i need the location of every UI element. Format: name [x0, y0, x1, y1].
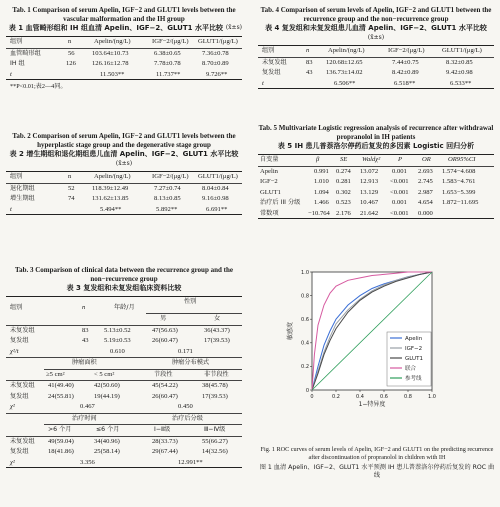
- table-row: t 5.494** 5.892** 6.691**: [6, 205, 242, 216]
- table1-note: **P<0.01;表2—4同。: [10, 83, 67, 91]
- y-tick-label: 0.8: [301, 293, 309, 300]
- table1-caption-zh: 表 1 血管畸形组和 IH 组血清 Apelin、IGF−2、GLUT1 水平比较 (x̄±s): [8, 24, 242, 33]
- table3-section3-subheader: >6 个月 ≤6 个月 Ⅰ−Ⅱ级 Ⅲ−Ⅳ级: [48, 426, 226, 434]
- table-row: 复发组 43 136.73±14.02 8.42±0.89 9.42±0.98: [262, 69, 473, 77]
- table-row: 未复发组 41(49.40) 42(50.60) 45(54.22) 38(45.78): [10, 382, 228, 390]
- table3-section2-header: 肿瘤面积 肿瘤分布模式: [72, 359, 210, 367]
- table5-header-row: 自变量 β SE Waldχ² P OR OR95%CI: [260, 156, 476, 164]
- x-tick-label: 1.0: [428, 394, 436, 400]
- table5-caption-en: Tab. 5 Multivariate Logistic regression analysis of recurrence after withdrawal propranolol in IH patients: [258, 124, 494, 141]
- table-row: 复发组 18(41.86) 25(58.14) 29(67.44) 14(32.56): [10, 448, 228, 456]
- table-row: 复发组 24(55.81) 19(44.19) 26(60.47) 17(39.53): [10, 392, 228, 400]
- legend-label: IGF−2: [405, 346, 423, 352]
- table3-subheader-row: 男 女: [160, 315, 221, 323]
- table4-caption-zh: 表 4 复发组和未复发组患儿血清 Apelin、IGF−2、GLUT1 水平比较 (x̄±s): [265, 24, 487, 42]
- table-row: 退化期组 52 118.39±12.49 7.27±0.74 8.04±0.84: [10, 184, 229, 192]
- table-row: t 11.503** 11.737** 9.726**: [6, 70, 242, 81]
- table-row: 常数项 −10.764 2.176 21.642 <0.001 0.000: [258, 209, 494, 220]
- roc-chart: [268, 268, 494, 414]
- table-row: 增生期组 74 131.62±13.85 8.13±0.85 9.16±0.98: [10, 195, 229, 203]
- table3-caption-zh: 表 3 复发组和未复发组临床资料比较: [66, 284, 182, 293]
- table-row: Apelin 0.991 0.274 13.072 0.001 2.693 1.574−4.608: [260, 167, 476, 175]
- table-row: IH 组 126 126.16±12.78 7.78±0.78 8.70±0.89: [10, 60, 229, 68]
- table5-caption-zh: 表 5 IH 患儿普萘洛尔停药后复发的多因素 Logistic 回归分析: [277, 142, 475, 151]
- table2-caption-zh: 表 2 增生期组和退化期组患儿血清 Apelin、IGF−2、GLUT1 水平比较 (x̄±s): [9, 150, 239, 168]
- x-tick-label: 0: [310, 394, 314, 400]
- table3-caption-en: Tab. 3 Comparison of clinical data between the recurrence group and the non−recurrence group: [15, 266, 233, 283]
- table3: [6, 266, 242, 468]
- table3-section2-subheader: ≥5 cm² < 5 cm² 节段性 非节段性: [46, 370, 229, 378]
- table-row: χ² 3.356 12.991**: [6, 458, 242, 469]
- table-row: 未复发组 83 5.13±0.52 47(56.63) 36(43.37): [10, 326, 230, 334]
- x-tick-label: 0.8: [404, 394, 412, 400]
- table4-header-row: 组别 n Apelin/(ng/L) IGF−2/(μg/L) GLUT1/(μg/L): [262, 47, 482, 55]
- table5: [258, 124, 494, 219]
- table1-header-row: 组别 n Apelin/(ng/L) IGF−2/(μg/L) GLUT1/(μg/L): [10, 38, 238, 46]
- table1: [6, 6, 242, 91]
- y-tick-label: 1.0: [301, 269, 309, 276]
- table3-header-row: 组别 n 年龄/月 性别: [10, 298, 197, 312]
- table4: [258, 6, 494, 89]
- table2-unit: (x̄±s): [115, 160, 133, 168]
- table-row: IGF−2 1.010 0.281 12.913 <0.001 2.745 1.583−4.761: [260, 178, 476, 186]
- legend-label: Apelin: [405, 336, 423, 342]
- x-axis-label: 1−特异度: [358, 401, 386, 408]
- table2: [6, 132, 242, 215]
- table2-caption-en: Tab. 2 Comparison of serum Apelin, IGF−2 and GLUT1 levels between the hyperplastic stage group and the degenerative stage group: [12, 132, 236, 149]
- x-tick-label: 0.4: [356, 394, 364, 400]
- figure1-caption-en: Fig. 1 ROC curves of serum levels of Apelin, IGF−2 and GLUT1 on the predicting recurrence after discontinuation of propranolol in children with IH: [260, 446, 494, 461]
- table-row: 未复发组 83 120.68±12.65 7.44±0.75 8.32±0.85: [262, 58, 473, 66]
- table2-header-row: 组别 n Apelin/(ng/L) IGF−2/(μg/L) GLUT1/(μg/L): [10, 173, 238, 181]
- table3-section3-header: 治疗时间 治疗后分级: [72, 414, 203, 422]
- table1-caption-en: Tab. 1 Comparison of serum Apelin, IGF−2 and GLUT1 levels between the vascular malformation and the IH group: [12, 6, 236, 23]
- table-row: 治疗后 III 分级 1.466 0.523 10.467 0.001 4.654 1.872−11.695: [260, 199, 479, 207]
- figure1-caption-zh: 图 1 血清 Apelin、IGF−2、GLUT1 水平预测 IH 患儿普萘洛尔停药后复发的 ROC 曲线: [259, 463, 495, 479]
- legend-label: GLUT1: [405, 356, 423, 362]
- y-tick-label: 0: [305, 387, 309, 394]
- table-row: GLUT1 1.094 0.302 13.129 <0.001 2.987 1.653−5.399: [260, 188, 476, 196]
- y-tick-label: 0.6: [301, 317, 309, 323]
- table-row: t 6.506** 6.518** 6.533**: [258, 79, 494, 90]
- table1-unit: (x̄±s): [225, 24, 242, 32]
- legend-label: 参考线: [405, 376, 422, 382]
- table-row: 未复发组 49(59.04) 34(40.96) 28(33.73) 55(66.27): [10, 437, 228, 445]
- x-tick-label: 0.2: [332, 394, 340, 400]
- table4-caption-en: Tab. 4 Comparison of serum levels of Apelin, IGF−2 and GLUT1 between the recurrence group and the non−recurrence group: [260, 6, 492, 23]
- y-axis-label: 敏感度: [287, 321, 294, 341]
- figure1: [268, 268, 494, 414]
- y-tick-label: 0.4: [301, 340, 309, 347]
- table-row: χ² 0.467 0.450: [10, 403, 193, 411]
- y-tick-label: 0.2: [301, 364, 309, 371]
- legend-label: 联合: [405, 366, 417, 372]
- x-tick-label: 0.6: [380, 394, 388, 400]
- table-row: χ²/t 0.610 0.171: [10, 347, 193, 355]
- table4-unit: (x̄±s): [367, 34, 385, 42]
- table-row: 血管畸形组 56 103.64±10.73 6.38±0.65 7.36±0.78: [10, 49, 229, 57]
- table-row: 复发组 43 5.19±0.53 26(60.47) 17(39.53): [10, 337, 230, 345]
- figure1-caption: [258, 446, 496, 480]
